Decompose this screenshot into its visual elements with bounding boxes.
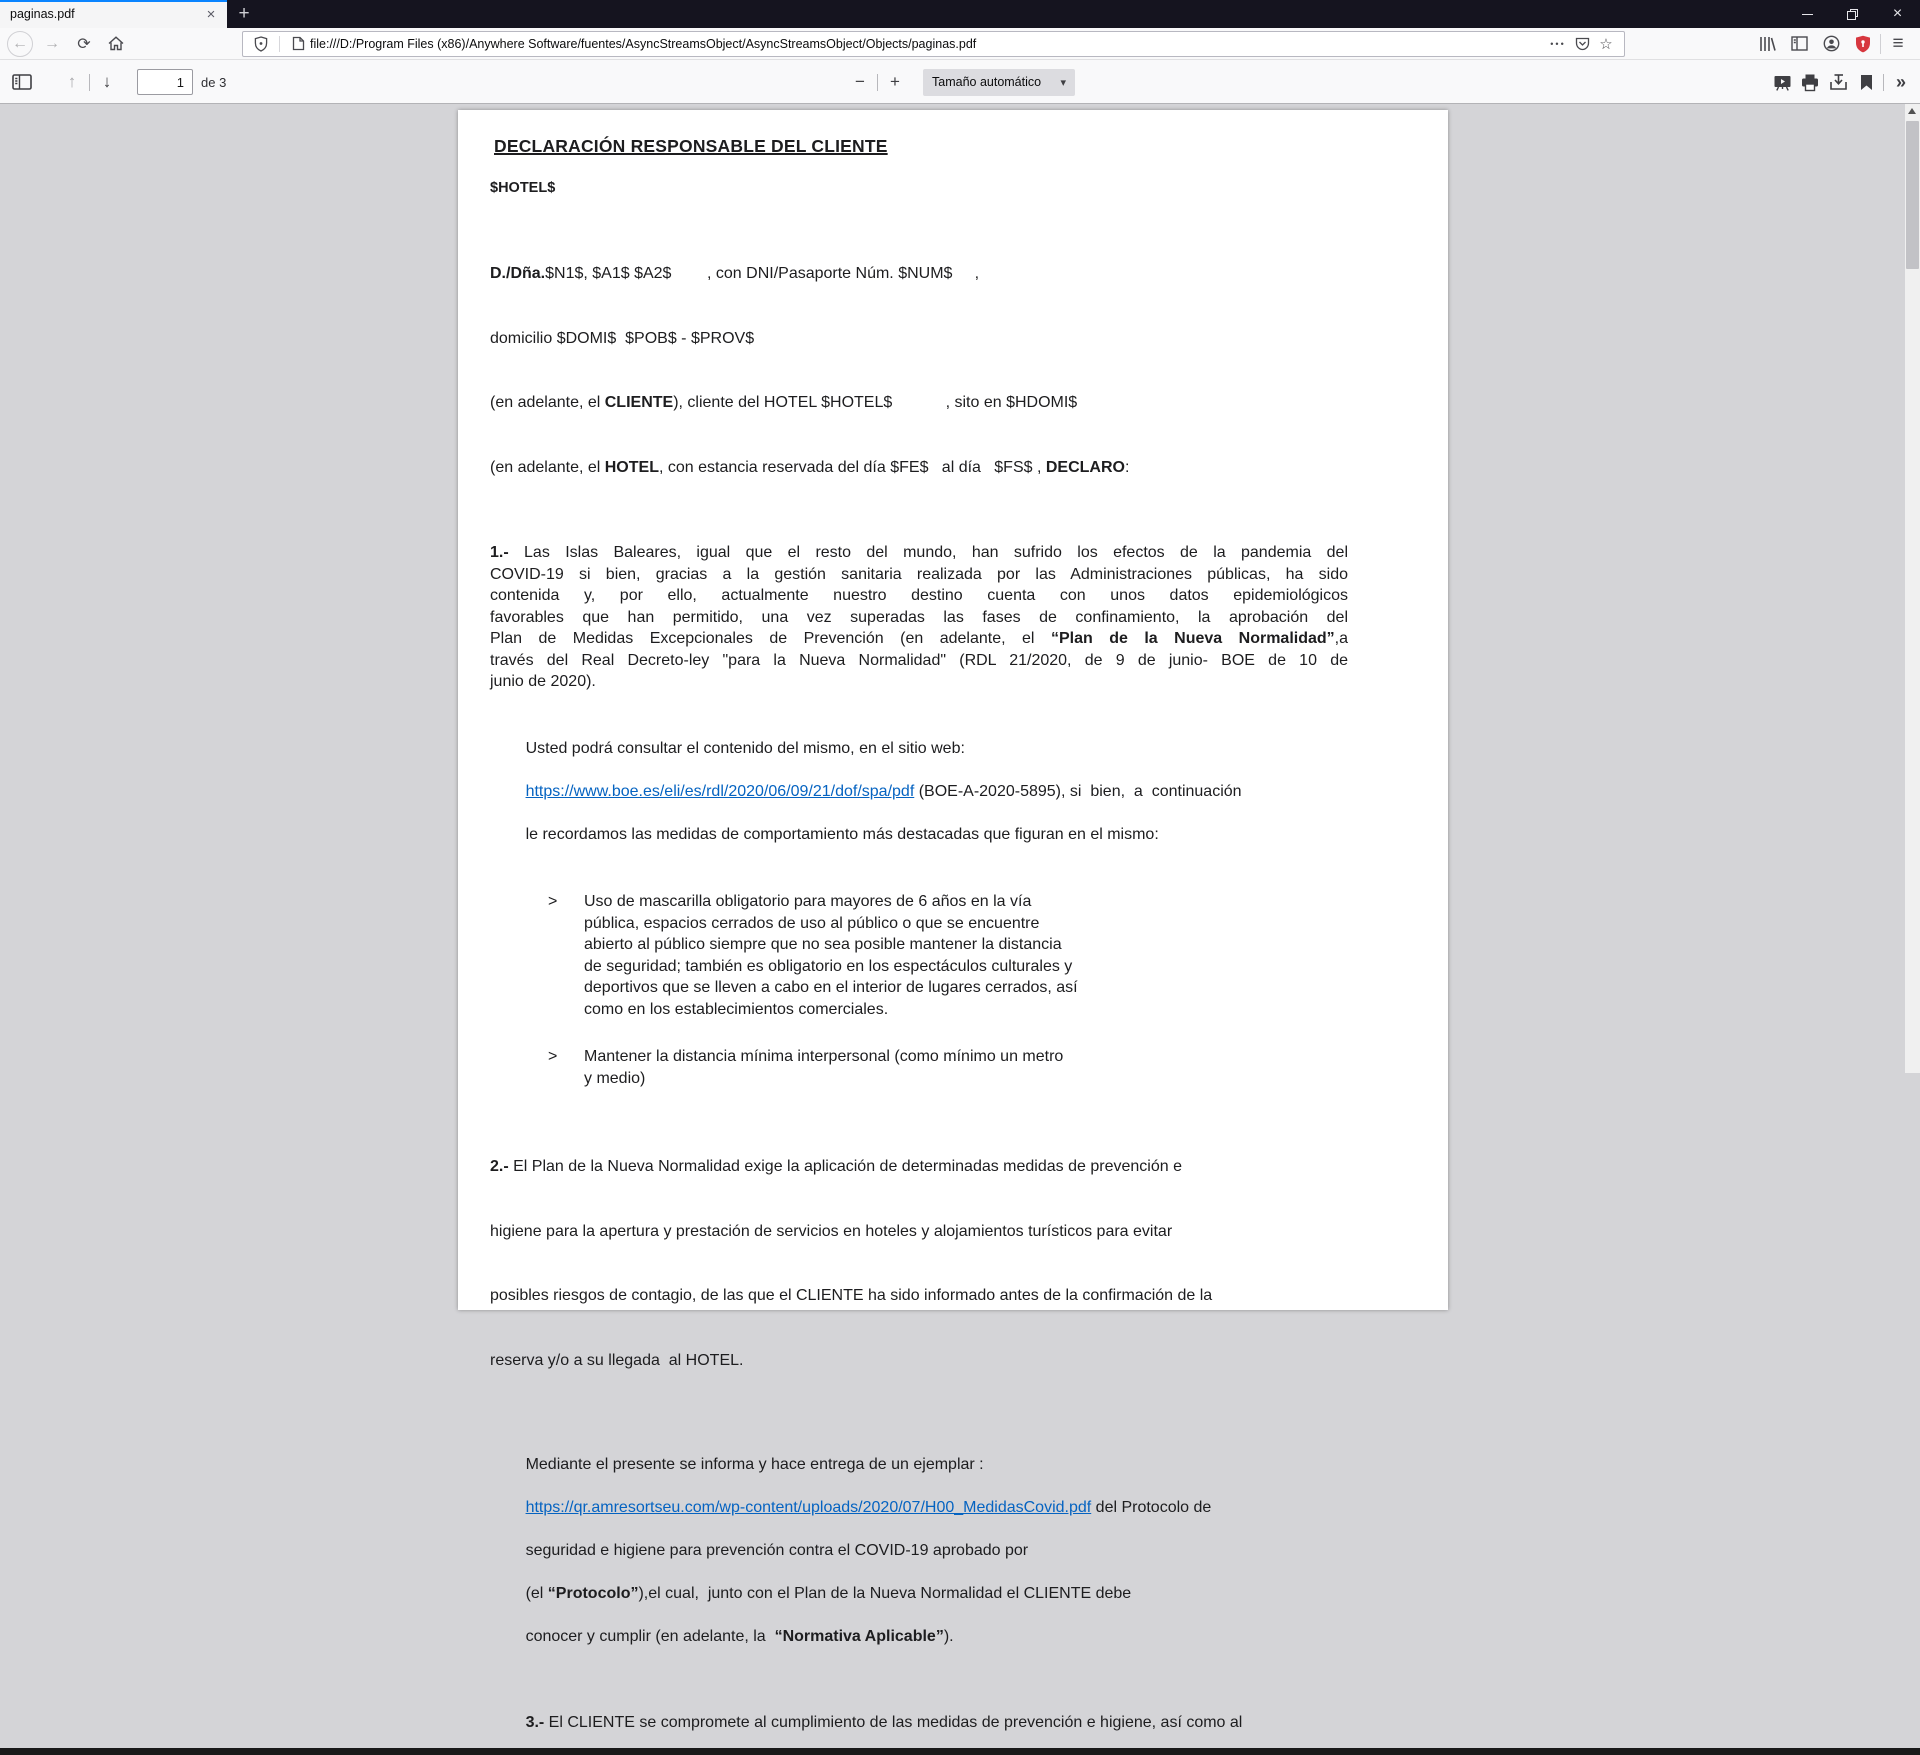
paragraph-1: 1.- Las Islas Baleares, igual que el resto del mundo, han sufrido los efectos de la pandemia del COVID-19 si bien, gracias a la gestión sanitaria realizada por las Administraciones públicas, ha sido contenida y, por ello, actualmente nuestro destino cuenta con unos datos epidemiológicos favorables que han permitido, una vez superadas las fases de confinamiento, la aprobación del Plan de Medidas Excepcionales de Prevención (en adelante, el “Plan de la Nueva Normalidad”,a través del Real Decreto-ley "para la Nueva Normalidad" (RDL 21/2020, de 9 de junio- BOE de 10 de junio de 2020). — [490, 542, 1348, 693]
zoom-select[interactable] — [923, 69, 1075, 96]
page-number-input[interactable] — [137, 69, 193, 95]
library-icon — [1759, 36, 1776, 52]
pdf-toolbar — [0, 60, 1920, 104]
bullet-marker: > — [548, 891, 584, 1020]
paragraph-2: 2.- El Plan de la Nueva Normalidad exige la aplicación de determinadas medidas de prevención e higiene para la apertura y prestación de servicios en hoteles y alojamientos turísticos para evitar posibles riesgos de contagio, de las que el CLIENTE ha sido informado antes de la confirmación de la reserva y/o a su llegada al HOTEL. — [490, 1113, 1348, 1414]
presentation-mode-icon — [1773, 74, 1792, 91]
sidebars-icon — [1791, 36, 1808, 51]
zoom-out-icon: − — [855, 72, 865, 92]
zoom-separator — [877, 74, 878, 91]
page-up-button[interactable] — [58, 67, 86, 97]
page-down-icon: ↓ — [103, 72, 112, 92]
back-icon: ← — [7, 31, 33, 57]
paragraph-3: 3.- El CLIENTE se compromete al cumplimiento de las medidas de prevención e higiene, así como al — [490, 1691, 1348, 1755]
page-proxy-icon[interactable] — [286, 32, 310, 56]
bookmark-current-view-button[interactable] — [1852, 67, 1880, 97]
zoom-in-button[interactable] — [881, 67, 909, 97]
back-button[interactable] — [4, 30, 36, 58]
pdf-viewer — [0, 104, 1920, 1073]
presentation-mode-button[interactable] — [1768, 67, 1796, 97]
restore-icon — [1846, 8, 1859, 21]
pdf-tools-separator — [1883, 74, 1884, 91]
taskbar-edge — [0, 1748, 1920, 1755]
url-text[interactable]: file:///D:/Program Files (x86)/Anywhere Software/fuentes/AsyncStreamsObject/AsyncStreamsObject/Objects/paginas.pdf — [310, 37, 1546, 51]
titlebar-drag-area — [261, 0, 1785, 28]
hotel-placeholder: $HOTEL$ — [490, 178, 1348, 200]
home-button[interactable] — [100, 30, 132, 58]
intro-paragraph: D./Dña.$N1$, $A1$ $A2$ , con DNI/Pasaporte Núm. $NUM$ , domicilio $DOMI$ $POB$ - $PROV$ (en adelante, el CLIENTE), cliente del HOTEL $HOTEL$ , sito en $HDOMI$ (en adelante, el HOTEL, con estancia reservada del día $FE$ al día $FS$ , DECLARO: — [490, 220, 1348, 521]
pdf-page-1 — [458, 110, 1448, 1310]
pocket-icon[interactable] — [1570, 32, 1594, 56]
library-button[interactable] — [1751, 30, 1783, 58]
titlebar — [0, 0, 1920, 28]
pdf-more-tools-button[interactable] — [1887, 67, 1915, 97]
tab-paginas-pdf[interactable] — [0, 0, 227, 28]
document-title: DECLARACIÓN RESPONSABLE DEL CLIENTE — [490, 136, 1348, 158]
url-bar[interactable] — [242, 31, 1625, 57]
save-button[interactable] — [1824, 67, 1852, 97]
chevron-down-icon: ▾ — [1060, 76, 1066, 89]
new-tab-button[interactable]: + — [227, 0, 261, 28]
pdf-sidebar-toggle-icon — [12, 74, 32, 90]
tab-close-icon[interactable]: × — [201, 4, 221, 24]
account-button[interactable] — [1815, 30, 1847, 58]
paragraph-mediante: Mediante el presente se informa y hace entrega de un ejemplar : https://qr.amresortseu.com/wp-content/uploads/2020/07/H00_MedidasCovid.pdf del Protocolo de seguridad e higiene para prevención contra el COVID-19 aprobado por (el “Protocolo”),el cual, junto con el Plan de la Nueva Normalidad el CLIENTE debe conocer y cumplir (en adelante, la “Normativa Aplicable”). — [490, 1432, 1348, 1669]
vertical-scrollbar[interactable] — [1905, 104, 1920, 1073]
bullet-marker: > — [548, 1046, 584, 1089]
reload-button[interactable] — [68, 30, 100, 58]
bookmark-star-icon[interactable]: ☆ — [1594, 32, 1618, 56]
print-button[interactable] — [1796, 67, 1824, 97]
pdf-toolbar-separator — [89, 74, 90, 91]
page-count-label: de 3 — [201, 75, 226, 90]
bullet-list — [548, 891, 1348, 1089]
list-item: > Mantener la distancia mínima interpersonal (como mínimo un metro y medio) — [548, 1046, 1348, 1089]
scrollbar-thumb[interactable] — [1906, 121, 1919, 269]
navigation-toolbar — [0, 28, 1920, 60]
urlbar-separator — [279, 36, 280, 52]
toolbar-right-group — [1751, 30, 1914, 58]
page-down-button[interactable] — [93, 67, 121, 97]
page-up-icon: ↑ — [68, 72, 77, 92]
more-tools-icon: » — [1896, 72, 1906, 93]
medidas-covid-link[interactable]: https://qr.amresortseu.com/wp-content/uploads/2020/07/H00_MedidasCovid.pdf — [526, 1499, 1092, 1516]
reload-icon: ⟳ — [77, 34, 90, 54]
window-restore-button[interactable] — [1830, 0, 1875, 28]
menu-icon: ≡ — [1892, 33, 1903, 55]
window-close-button[interactable]: × — [1875, 0, 1920, 28]
zoom-out-button[interactable] — [846, 67, 874, 97]
print-icon — [1801, 74, 1819, 91]
bookmark-current-icon — [1860, 74, 1873, 91]
minimize-icon — [1802, 14, 1813, 15]
account-icon — [1823, 35, 1840, 52]
page-actions-icon[interactable]: ••• — [1546, 32, 1570, 56]
sidebars-button[interactable] — [1783, 30, 1815, 58]
tab-title: paginas.pdf — [10, 7, 201, 21]
document-content — [458, 110, 1448, 1755]
window-minimize-button[interactable] — [1785, 0, 1830, 28]
list-item: > Uso de mascarilla obligatorio para mayores de 6 años en la vía pública, espacios cerrados de uso al público o que se encuentre abierto al público siempre que no sea posible mantener la distancia de seguridad; también es obligatorio en los espectáculos culturales y deportivos que se lleven a cabo en el interior de lugares cerrados, así como en los establecimientos comerciales. — [548, 891, 1348, 1020]
save-icon — [1829, 74, 1848, 91]
security-shield-icon — [1855, 35, 1871, 53]
paragraph-web: Usted podrá consultar el contenido del mismo, en el sitio web: https://www.boe.es/eli/es/rdl/2020/06/09/21/dof/spa/pdf (BOE-A-2020-5895), si bien, a continuación le recordamos las medidas de comportamiento más destacadas que figuran en el mismo: — [490, 717, 1348, 868]
zoom-in-icon: + — [890, 72, 900, 92]
forward-icon: → — [44, 35, 60, 53]
menu-button[interactable] — [1882, 30, 1914, 58]
pdf-sidebar-toggle-button[interactable] — [8, 67, 36, 97]
home-icon — [108, 36, 124, 51]
boe-link[interactable]: https://www.boe.es/eli/es/rdl/2020/06/09/21/dof/spa/pdf — [526, 783, 915, 800]
zoom-select-value: Tamaño automático — [932, 75, 1060, 89]
security-shield-button[interactable] — [1847, 30, 1879, 58]
toolbar-separator — [1880, 34, 1881, 54]
permissions-shield-icon[interactable] — [249, 32, 273, 56]
scroll-up-icon[interactable] — [1908, 108, 1916, 114]
forward-button[interactable] — [36, 30, 68, 58]
